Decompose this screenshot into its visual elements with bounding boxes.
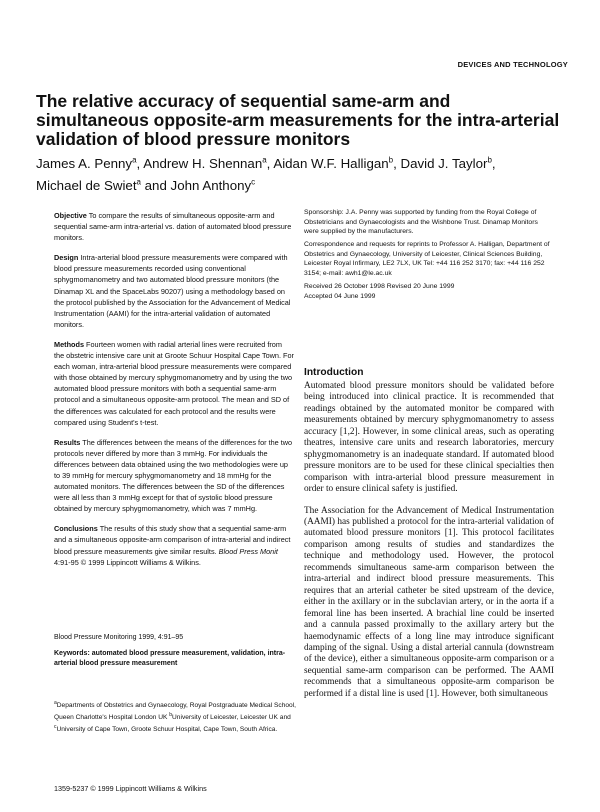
abstract-methods: Methods Fourteen women with radial arterial lines were recruited from the obstetric intensive care unit at Groote Schuur Hospital Cape Town. For each woman, intra-arterial blood pressure measurements were compared with those obtained by mercury sphygmomanometry and by using the two automated blood pressure monitors with both a sequential same-arm protocol and a simultaneous opposite-arm protocol. The mean and SD of the differences was calculated for each protocol and the results were compared using Student's t-test. xyxy=(54,339,294,427)
keywords: Keywords: automated blood pressure measurement, validation, intra-arterial blood pressure measurement xyxy=(54,650,286,667)
journal-reference: Blood Pressure Monitoring 1999, 4:91–95 xyxy=(54,634,184,641)
author: James A. Penny$^a$, xyxy=(36,156,144,172)
sponsorship-note: Sponsorship: J.A. Penny was supported by funding from the Royal College of Obstetricians and Gynaecologists and the Wishbone Trust. Dinamap Monitors were supplied by the manufacturers. xyxy=(304,209,538,236)
copyright-footer: 1359-5237 © 1999 Lippincott Williams & Wilkins xyxy=(54,784,207,793)
abstract-design: Design Intra-arterial blood pressure measurements were compared with blood pressure measurements recorded using conventional sphygmomanometry and two automated blood pressure monitors (the Dinamap XL and the SpaceLabs 90207) using a methodology based on the protocol published by the Association for the Advancement of Medical Instrumentation (AAMI) for the intra-arterial validation of automated monitors. xyxy=(54,253,291,329)
affiliations: $^a$Departments of Obstetrics and Gynaecology, Royal Postgraduate Medical School, Queen Charlotte's Hospital London UK $^b$University of Leicester, Leicester UK and $^c$University of Cape Town, Groote Schuur Hospital, Cape Town, South Africa. xyxy=(54,700,296,733)
author: David J. Taylor$^b$, xyxy=(400,156,496,172)
abstract xyxy=(54,210,294,577)
author: John Anthony$^c$ xyxy=(170,177,256,193)
author: Michael de Swiet$^a$ and xyxy=(36,177,171,193)
dates xyxy=(304,282,552,301)
intro-paragraph: Automated blood pressure monitors should be validated before being introduced into clinical practice. It is recommended that readings obtained by the automated monitor be compared with measurements obtained by mercury sphygmomanometry to assess accuracy [1,2]. However, in some clinical areas, such as operating theatres, intensive care units and research laboratories, mercury sphygmomanometry is an inadequate standard. If automated blood pressure monitors are to be used for these clinical specialties then comparison with intra-arterial blood pressure measurement in order to ensure clinical safety is justified. xyxy=(304,381,554,495)
article-title: The relative accuracy of sequential same-arm and simultaneous opposite-arm measurements for the intra-arterial validation of blood pressure monitors xyxy=(36,91,560,149)
intro-paragraph: The Association for the Advancement of Medical Instrumentation (AAMI) has published a protocol for the intra-arterial validation of automated blood pressure monitors [1]. This protocol facilitates comparison among results of studies and standardizes the technique and methodology used. However, the protocol recommends simultaneous same-arm comparison between the intra-arterial and indirect blood pressure measurements. This requires that an arterial catheter be sited upstream of the device, either in the axillary or in the subclavian artery, or in the aorta if a femoral line has been inserted. A brachial line could be inserted and a cannula passed proximally to the axillary artery but the haemodynamic effects of a long line may introduce significant damping of the signal. Using a distal arterial cannula (downstream of the device), either a simultaneous opposite-arm comparison or a sequential same-arm comparison can be performed. The AAMI recommends that a simultaneous opposite-arm comparison be performed if a distal line is used [1]. However, both simultaneous xyxy=(304,505,554,699)
abstract-conclusions: Conclusions The results of this study show that a sequential same-arm and a simultaneous opposite-arm comparison of intra-arterial and indirect blood pressure measurements give similar results. Blood Press Monit 4:91-95 © 1999 Lippincott Williams & Wilkins. xyxy=(54,524,291,567)
section-tag: DEVICES AND TECHNOLOGY xyxy=(457,60,568,69)
author: Andrew H. Shennan$^a$, xyxy=(143,156,274,172)
author-list xyxy=(36,152,581,195)
abstract-results: Results The differences between the means of the differences for the two protocols never differed by more than 3 mmHg. For individuals the differences between data obtained using the two methodologies were up to 39 mmHg for mercury sphygmomanometry and 18 mmHg for the automated monitors. The differences between the SD of the differences were all less than 3 mmHg except for that of systolic blood pressure obtained by mercury sphygmomanometry, which was 7 mmHg. xyxy=(54,437,293,514)
introduction-body xyxy=(304,381,554,710)
author: Aidan W.F. Halligan$^b$, xyxy=(273,156,401,172)
correspondence-note: Correspondence and requests for reprints to Professor A. Halligan, Department of Obstetrics and Gynaecology, University of Leicester, Clinical Sciences Building, Leicester Royal Infirmary, LE2 7LX, UK Tel: +44 116 252 3170; fax: +44 116 252 3154; e-mail: awh1@le.ac.uk xyxy=(304,241,550,278)
received-date: Received 26 October 1998 Revised 20 June 1999 xyxy=(304,283,455,290)
accepted-date: Accepted 04 June 1999 xyxy=(304,292,376,300)
abstract-objective: Objective To compare the results of simultaneous opposite-arm and sequential same-arm intra-arterial vs. dation of automated blood pressure monitors. xyxy=(54,211,292,243)
section-heading-introduction: Introduction xyxy=(304,367,364,378)
